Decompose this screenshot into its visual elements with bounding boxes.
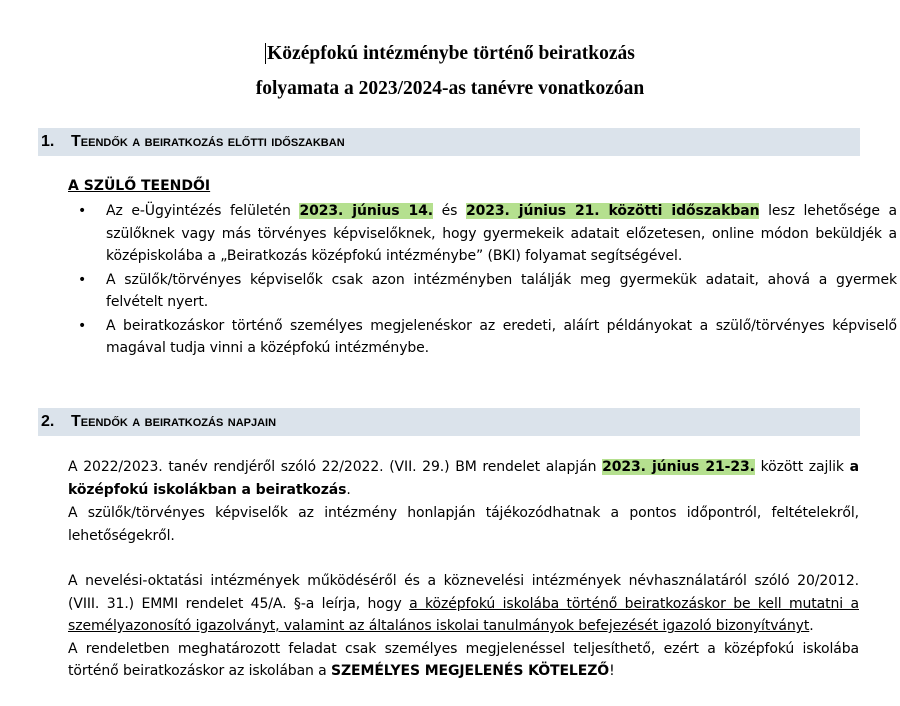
section-1-header bbox=[38, 128, 860, 156]
required-documents-text: a középfokú iskolába történő beiratkozáskor be kell mutatni a személyazonosító igazolványt, valamint az általános iskolai tanulmányok befejezését igazoló bizonyítványt bbox=[68, 595, 859, 634]
bullet-icon: • bbox=[78, 271, 87, 288]
section-1-title: Teendők a beiratkozás előtti időszakban bbox=[71, 133, 345, 150]
personal-attendance-mandatory: SZEMÉLYES MEGJELENÉS KÖTELEZŐ bbox=[331, 663, 610, 679]
list-item: • Az e-Ügyintézés felületén 2023. június 14. és 2023. június 21. közötti időszakban lesz lehetősége a szülőknek vagy más törvényes képviselőknek, hogy gyermekeik adatait előzetesen, online módon beküldjék a középiskolába a „Beiratkozás középfokú intézménybe” (BKI) folyamat segítségével. bbox=[106, 200, 897, 268]
section-1-number: 1. bbox=[41, 133, 55, 150]
highlight-date-end: 2023. június 21. közötti időszakban bbox=[465, 203, 760, 219]
parent-tasks-subheading: A SZÜLŐ TEENDŐI bbox=[68, 178, 211, 194]
list-item: • A szülők/törvényes képviselők csak azon intézményben találják meg gyermekük adatait, ahová a gyermek felvételt nyert. bbox=[106, 269, 897, 314]
website-info-paragraph: A szülők/törvényes képviselők az intézmény honlapján tájékozódhatnak a pontos időpontról, feltételekről, lehetőségekről. bbox=[68, 505, 859, 544]
section-2-title: Teendők a beiratkozás napjain bbox=[71, 413, 277, 430]
document-title-line-2: folyamata a 2023/2024-as tanévre vonatkozóan bbox=[255, 78, 645, 99]
highlight-enrollment-dates: 2023. június 21-23. bbox=[602, 459, 755, 475]
bullet-icon: • bbox=[78, 203, 87, 219]
bullet-icon: • bbox=[78, 317, 87, 334]
highlight-date-start: 2023. június 14. bbox=[299, 203, 434, 219]
section-1-bullet-list bbox=[68, 200, 897, 361]
enrollment-dates-paragraph: A 2022/2023. tanév rendjéről szóló 22/2022. (VII. 29.) BM rendelet alapján 2023. június 21-23. között zajlik a középfokú iskolákban a beiratkozás. bbox=[68, 459, 859, 498]
text-cursor bbox=[265, 43, 266, 64]
document-title-line-1: Középfokú intézménybe történő beiratkozás bbox=[267, 43, 635, 64]
section-2-header bbox=[38, 408, 860, 436]
section-2-number: 2. bbox=[41, 413, 55, 430]
regulation-paragraph: A nevelési-oktatási intézmények működéséről és a köznevelési intézmények névhasználatáról szóló 20/2012. (VIII. 31.) EMMI rendelet 45/A. §-a leírja, hogy a középfokú iskolába történő beiratkozáskor be kell mutatni a személyazonosító igazolványt, valamint az általános iskolai tanulmányok befejezését igazoló bizonyítványt. A rendeletben meghatározott feladat csak személyes megjelenéssel teljesíthető, ezért a középfokú iskolába történő beiratkozáskor az iskolában a SZEMÉLYES MEGJELENÉS KÖTELEZŐ! bbox=[68, 573, 859, 679]
list-item: • A beiratkozáskor történő személyes megjelenéskor az eredeti, aláírt példányokat a szülő/törvényes képviselő magával tudja vinni a középfokú intézménybe. bbox=[106, 315, 897, 360]
